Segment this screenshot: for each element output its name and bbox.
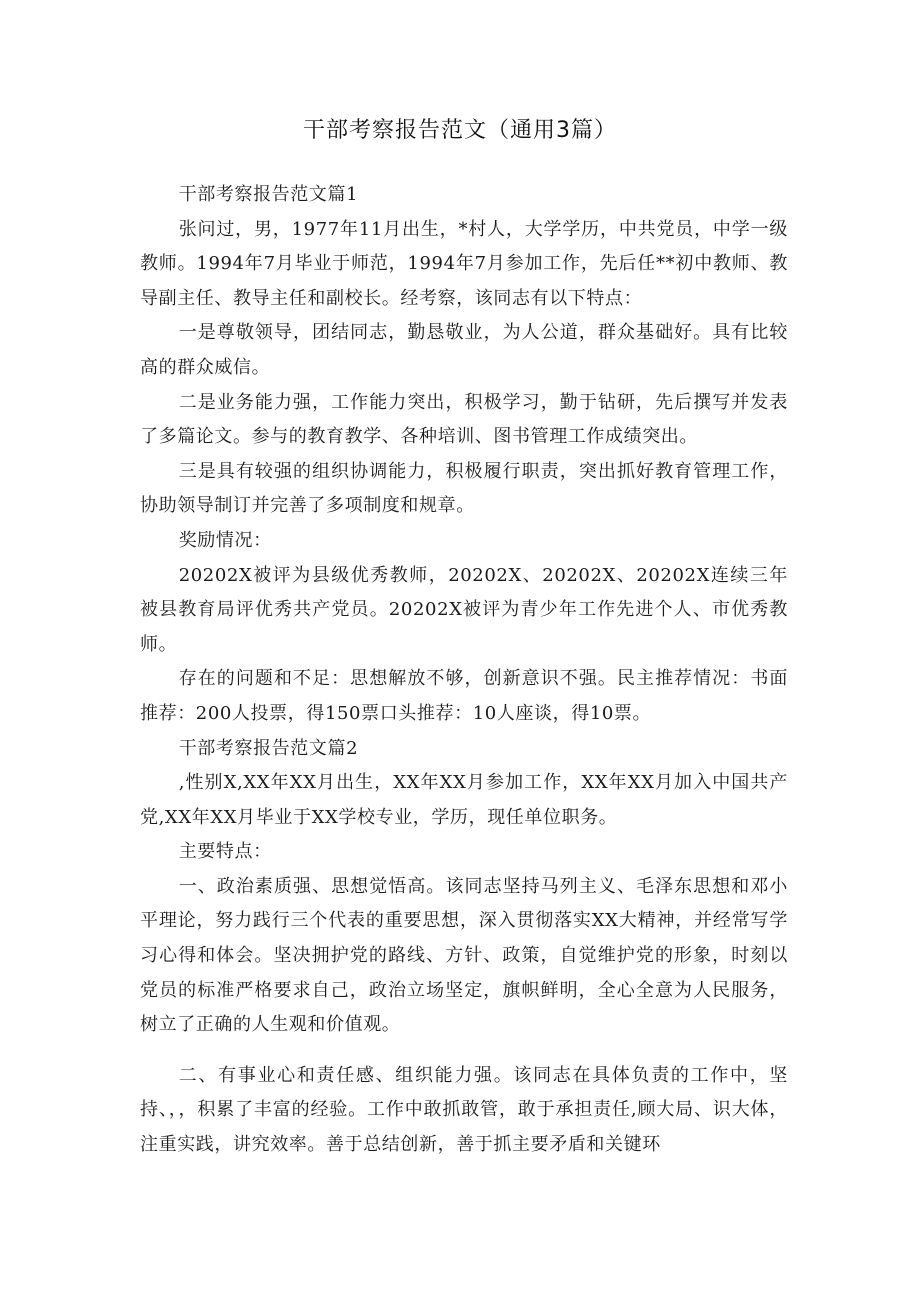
- paragraph-trait-1: 一是尊敬领导，团结同志，勤恳敬业，为人公道，群众基础好。具有比较高的群众威信。: [140, 322, 788, 378]
- paragraph-issues: 存在的问题和不足：思想解放不够，创新意识不强。民主推荐情况：书面推荐：200人投票，得150票口头推荐：10人座谈，得10票。: [140, 668, 788, 724]
- paragraph-trait-2: 二是业务能力强，工作能力突出，积极学习，勤于钻研，先后撰写并发表了多篇论文。参与的教育教学、各种培训、图书管理工作成绩突出。: [140, 391, 788, 448]
- paragraph-awards-label: 奖励情况：: [178, 529, 272, 551]
- document-body: [140, 178, 788, 1163]
- paragraph-profile-1: 张问过，男，1977年11月出生，*村人，大学学历，中共党员，中学一级教师。1994年7月毕业于师范，1994年7月参加工作，先后任**初中教师、教导副主任、教导主任和副校长。经考察，该同志有以下特点：: [140, 218, 788, 309]
- paragraph-trait-3: 三是具有较强的组织协调能力，积极履行职责，突出抓好教育管理工作，协助领导制订并完善了多项制度和规章。: [140, 460, 788, 517]
- document-title: 干部考察报告范文（通用3篇）: [303, 118, 617, 143]
- section-heading-1: 干部考察报告范文篇1: [178, 184, 359, 205]
- paragraph-awards: 20202X被评为县级优秀教师，20202X、20202X、20202X连续三年被县教育局评优秀共产党员。20202X被评为青少年工作先进个人、市优秀教师。: [140, 564, 788, 655]
- paragraph-profile-2: ,性别X,XX年XX月出生，XX年XX月参加工作，XX年XX月加入中国共产党,XX年XX月毕业于XX学校专业，学历，现任单位职务。: [140, 772, 788, 828]
- paragraph-features-label: 主要特点：: [178, 841, 272, 863]
- section-heading-2: 干部考察报告范文篇2: [178, 737, 359, 759]
- paragraph-feature-2: 二、有事业心和责任感、组织能力强。该同志在具体负责的工作中，坚持、，，积累了丰富的经验。工作中敢抓敢管，敢于承担责任,顾大局、识大体，注重实践，讲究效率。善于总结创新，善于抓主要矛盾和关键环: [140, 1064, 788, 1156]
- paragraph-feature-1: 一、政治素质强、思想觉悟高。该同志坚持马列主义、毛泽东思想和邓小平理论，努力践行三个代表的重要思想，深入贯彻落实XX大精神，并经常写学习心得和体会。坚决拥护党的路线、方针、政策，自觉维护党的形象，时刻以党员的标准严格要求自己，政治立场坚定，旗帜鲜明，全心全意为人民服务，树立了正确的人生观和价值观。: [140, 875, 788, 1036]
